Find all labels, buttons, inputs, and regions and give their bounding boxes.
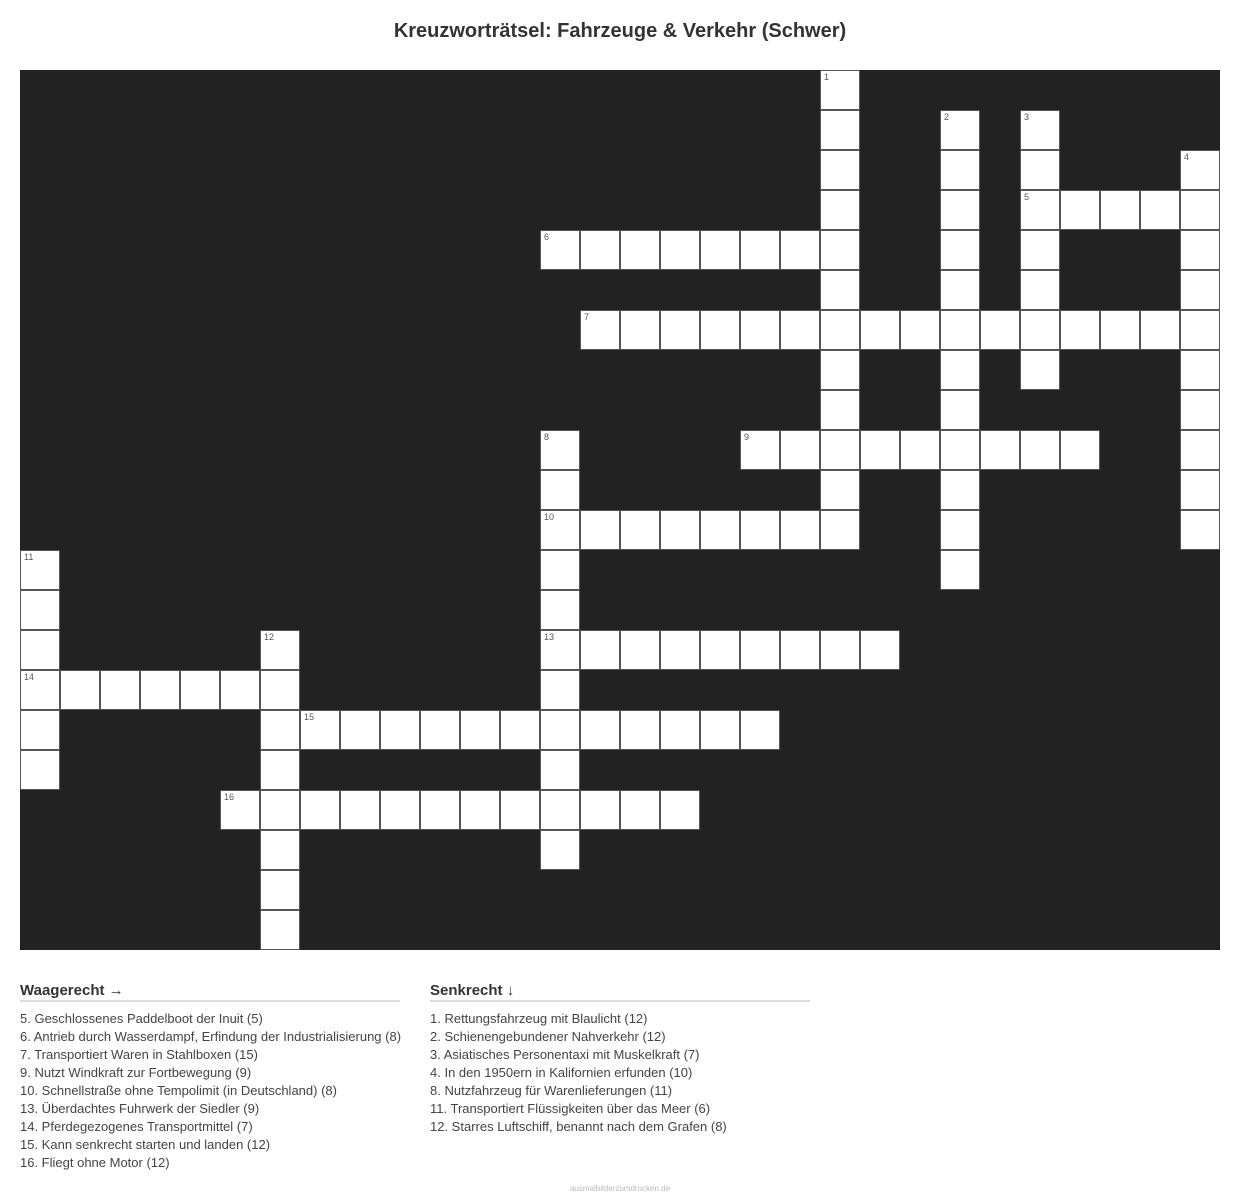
crossword-cell[interactable] — [540, 750, 580, 790]
across-clue: 15. Kann senkrecht starten und landen (12) — [20, 1137, 271, 1152]
crossword-cell[interactable] — [940, 270, 980, 310]
crossword-cell[interactable] — [940, 510, 980, 550]
crossword-cell[interactable] — [740, 230, 780, 270]
crossword-cell[interactable] — [1020, 110, 1060, 150]
crossword-cell[interactable] — [980, 310, 1020, 350]
crossword-cell[interactable] — [820, 630, 860, 670]
crossword-cell[interactable] — [980, 430, 1020, 470]
crossword-cell[interactable] — [780, 310, 820, 350]
crossword-cell[interactable] — [820, 510, 860, 550]
crossword-cell[interactable] — [1180, 150, 1220, 190]
crossword-cell[interactable] — [1100, 190, 1140, 230]
crossword-cell[interactable] — [820, 190, 860, 230]
across-heading: Waagerecht → — [20, 982, 400, 1002]
cell-number: 4 — [1184, 152, 1190, 162]
crossword-cell[interactable] — [660, 310, 700, 350]
crossword-cell[interactable] — [100, 670, 140, 710]
crossword-cell[interactable] — [660, 710, 700, 750]
crossword-cell[interactable] — [260, 870, 300, 910]
crossword-cell[interactable] — [900, 310, 940, 350]
crossword-cell[interactable] — [420, 710, 460, 750]
down-clue: 1. Rettungsfahrzeug mit Blaulicht (12) — [430, 1011, 648, 1026]
crossword-cell[interactable] — [380, 790, 420, 830]
crossword-cell[interactable] — [340, 710, 380, 750]
across-clues-section — [20, 982, 400, 1172]
crossword-cell[interactable] — [580, 230, 620, 270]
crossword-cell[interactable] — [540, 670, 580, 710]
crossword-cell[interactable] — [860, 310, 900, 350]
crossword-cell[interactable] — [620, 630, 660, 670]
across-clue: 10. Schnellstraße ohne Tempolimit (in Deutschland) (8) — [20, 1083, 337, 1098]
crossword-cell[interactable] — [660, 230, 700, 270]
crossword-cell[interactable] — [540, 430, 580, 470]
crossword-cell[interactable] — [940, 150, 980, 190]
crossword-cell[interactable] — [180, 670, 220, 710]
crossword-cell[interactable] — [620, 790, 660, 830]
crossword-cell[interactable] — [300, 790, 340, 830]
crossword-cell[interactable] — [1060, 310, 1100, 350]
crossword-cell[interactable] — [1180, 190, 1220, 230]
cell-number: 5 — [1024, 192, 1030, 202]
crossword-cell[interactable] — [700, 710, 740, 750]
crossword-cell[interactable] — [940, 310, 980, 350]
crossword-cell[interactable] — [140, 670, 180, 710]
crossword-cell[interactable] — [220, 670, 260, 710]
across-clue: 7. Transportiert Waren in Stahlboxen (15) — [20, 1047, 258, 1062]
down-clues-section — [430, 982, 810, 1136]
crossword-cell[interactable] — [820, 350, 860, 390]
crossword-cell[interactable] — [940, 390, 980, 430]
crossword-cell[interactable] — [740, 510, 780, 550]
crossword-cell[interactable] — [1020, 310, 1060, 350]
cell-number: 14 — [24, 672, 35, 682]
crossword-cell[interactable] — [740, 710, 780, 750]
crossword-cell[interactable] — [1180, 350, 1220, 390]
across-clue: 5. Geschlossenes Paddelboot der Inuit (5) — [20, 1011, 263, 1026]
across-clue: 14. Pferdegezogenes Transportmittel (7) — [20, 1119, 253, 1134]
crossword-cell[interactable] — [580, 790, 620, 830]
down-clue: 8. Nutzfahrzeug für Warenlieferungen (11) — [430, 1083, 673, 1098]
crossword-cell[interactable] — [580, 630, 620, 670]
crossword-cell[interactable] — [1140, 310, 1180, 350]
cell-number: 8 — [544, 432, 550, 442]
crossword-cell[interactable] — [940, 230, 980, 270]
crossword-cell[interactable] — [860, 630, 900, 670]
crossword-cell[interactable] — [660, 630, 700, 670]
crossword-cell[interactable] — [1180, 470, 1220, 510]
crossword-cell[interactable] — [580, 310, 620, 350]
crossword-cell[interactable] — [260, 630, 300, 670]
page-title: Kreuzworträtsel: Fahrzeuge & Verkehr (Schwer) — [393, 20, 847, 42]
crossword-cell[interactable] — [820, 390, 860, 430]
cell-number: 13 — [544, 632, 555, 642]
crossword-cell[interactable] — [660, 790, 700, 830]
across-clue: 13. Überdachtes Fuhrwerk der Siedler (9) — [20, 1101, 260, 1116]
crossword-cell[interactable] — [260, 790, 300, 830]
crossword-cell[interactable] — [620, 310, 660, 350]
crossword-cell[interactable] — [260, 910, 300, 950]
crossword-cell[interactable] — [460, 710, 500, 750]
crossword-cell[interactable] — [820, 470, 860, 510]
crossword-cell[interactable] — [940, 550, 980, 590]
crossword-cell[interactable] — [540, 710, 580, 750]
crossword-cell[interactable] — [340, 790, 380, 830]
crossword-cell[interactable] — [60, 670, 100, 710]
crossword-cell[interactable] — [540, 510, 580, 550]
crossword-cell[interactable] — [1180, 430, 1220, 470]
cell-number: 9 — [744, 432, 750, 442]
crossword-cell[interactable] — [580, 710, 620, 750]
crossword-cell[interactable] — [540, 470, 580, 510]
crossword-cell[interactable] — [820, 430, 860, 470]
across-clue: 6. Antrieb durch Wasserdampf, Erfindung der Industrialisierung (8) — [20, 1029, 402, 1044]
crossword-cell[interactable] — [580, 510, 620, 550]
down-clue: 3. Asiatisches Personentaxi mit Muskelkraft (7) — [430, 1047, 700, 1062]
crossword-cell[interactable] — [1180, 390, 1220, 430]
crossword-cell[interactable] — [260, 830, 300, 870]
cell-number: 10 — [544, 512, 555, 522]
down-clue: 12. Starres Luftschiff, benannt nach dem Grafen (8) — [430, 1119, 727, 1134]
crossword-cell[interactable] — [20, 590, 60, 630]
crossword-cell[interactable] — [500, 790, 540, 830]
crossword-cell[interactable] — [740, 310, 780, 350]
crossword-cell[interactable] — [260, 670, 300, 710]
crossword-cell[interactable] — [620, 710, 660, 750]
crossword-cell[interactable] — [20, 670, 60, 710]
footer-credit: ausmalbilderzumdrucken.de — [569, 1184, 671, 1193]
crossword-grid — [20, 70, 1220, 950]
cell-number: 15 — [304, 712, 315, 722]
crossword-cell[interactable] — [1060, 190, 1100, 230]
crossword-cell[interactable] — [1060, 430, 1100, 470]
crossword-cell[interactable] — [1180, 270, 1220, 310]
crossword-cell[interactable] — [620, 510, 660, 550]
crossword-cell[interactable] — [940, 430, 980, 470]
crossword-cell[interactable] — [820, 230, 860, 270]
crossword-cell[interactable] — [700, 310, 740, 350]
crossword-cell[interactable] — [500, 710, 540, 750]
cell-number: 3 — [1024, 112, 1030, 122]
across-clue: 9. Nutzt Windkraft zur Fortbewegung (9) — [20, 1065, 252, 1080]
crossword-cell[interactable] — [780, 510, 820, 550]
crossword-cell[interactable] — [1180, 230, 1220, 270]
crossword-cell[interactable] — [820, 70, 860, 110]
crossword-cell[interactable] — [540, 590, 580, 630]
down-clue: 11. Transportiert Flüssigkeiten über das Meer (6) — [430, 1101, 711, 1116]
crossword-cell[interactable] — [900, 430, 940, 470]
crossword-cell[interactable] — [940, 190, 980, 230]
crossword-cell[interactable] — [1020, 350, 1060, 390]
down-clue-list — [430, 1010, 810, 1136]
cell-number: 2 — [944, 112, 950, 122]
crossword-cell[interactable] — [20, 630, 60, 670]
crossword-cell[interactable] — [540, 630, 580, 670]
crossword-cell[interactable] — [740, 430, 780, 470]
cell-number: 7 — [584, 312, 590, 322]
crossword-cell[interactable] — [1100, 310, 1140, 350]
crossword-cell[interactable] — [860, 430, 900, 470]
crossword-cell[interactable] — [620, 230, 660, 270]
crossword-cell[interactable] — [700, 510, 740, 550]
crossword-cell[interactable] — [20, 550, 60, 590]
crossword-cell[interactable] — [1140, 190, 1180, 230]
crossword-cell[interactable] — [700, 630, 740, 670]
crossword-cell[interactable] — [260, 710, 300, 750]
crossword-cell[interactable] — [820, 270, 860, 310]
crossword-cell[interactable] — [1180, 510, 1220, 550]
crossword-cell[interactable] — [20, 710, 60, 750]
crossword-cell[interactable] — [660, 510, 700, 550]
crossword-cell[interactable] — [1020, 230, 1060, 270]
crossword-cell[interactable] — [780, 230, 820, 270]
across-clue-list — [20, 1010, 400, 1172]
crossword-cell[interactable] — [820, 110, 860, 150]
cell-number: 16 — [224, 792, 235, 802]
crossword-cell[interactable] — [1180, 310, 1220, 350]
down-heading: Senkrecht ↓ — [430, 982, 810, 1002]
cell-number: 1 — [824, 72, 830, 82]
down-clue: 4. In den 1950ern in Kalifornien erfunden (10) — [430, 1065, 693, 1080]
crossword-cell[interactable] — [780, 630, 820, 670]
crossword-cell[interactable] — [540, 830, 580, 870]
crossword-cell[interactable] — [940, 110, 980, 150]
across-clue: 16. Fliegt ohne Motor (12) — [20, 1155, 170, 1170]
crossword-cell[interactable] — [220, 790, 260, 830]
down-clue: 2. Schienengebundener Nahverkehr (12) — [430, 1029, 666, 1044]
crossword-cell[interactable] — [820, 310, 860, 350]
crossword-cell[interactable] — [1020, 270, 1060, 310]
crossword-cell[interactable] — [1020, 430, 1060, 470]
crossword-cell[interactable] — [460, 790, 500, 830]
crossword-cell[interactable] — [260, 750, 300, 790]
crossword-cell[interactable] — [1020, 150, 1060, 190]
cell-number: 11 — [24, 552, 34, 562]
crossword-cell[interactable] — [820, 150, 860, 190]
crossword-cell[interactable] — [940, 350, 980, 390]
cell-number: 6 — [544, 232, 550, 242]
cell-number: 12 — [264, 632, 275, 642]
crossword-cell[interactable] — [540, 790, 580, 830]
crossword-cell[interactable] — [740, 630, 780, 670]
crossword-cell[interactable] — [20, 750, 60, 790]
crossword-cell[interactable] — [1020, 190, 1060, 230]
crossword-cell[interactable] — [940, 470, 980, 510]
crossword-cell[interactable] — [540, 230, 580, 270]
crossword-cell[interactable] — [300, 710, 340, 750]
crossword-cell[interactable] — [540, 550, 580, 590]
crossword-cell[interactable] — [420, 790, 460, 830]
crossword-cell[interactable] — [380, 710, 420, 750]
crossword-cell[interactable] — [700, 230, 740, 270]
crossword-cell[interactable] — [780, 430, 820, 470]
